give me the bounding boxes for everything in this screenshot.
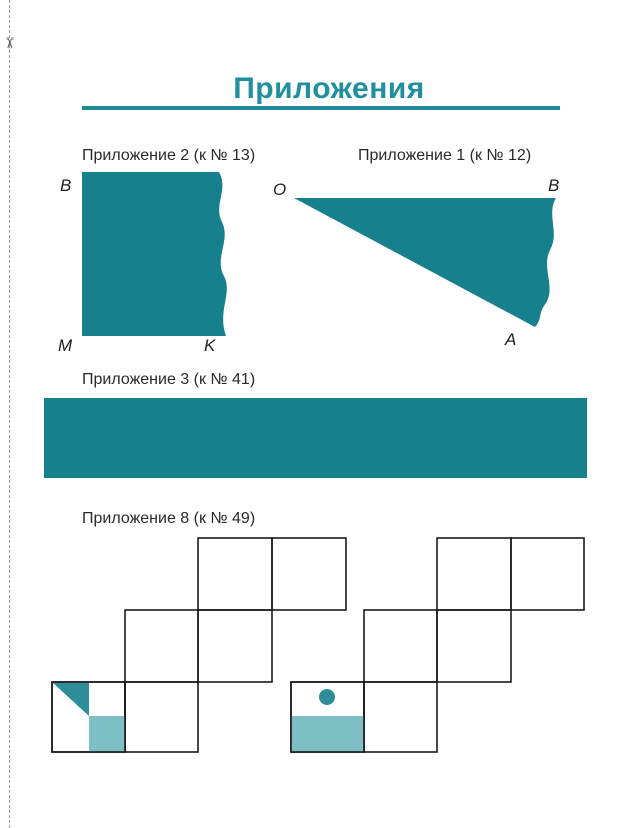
- appendix-2-caption: Приложение 2 (к № 13): [82, 147, 256, 164]
- appendix-1-caption: Приложение 1 (к № 12): [358, 147, 532, 164]
- point-m-label: M: [58, 336, 73, 355]
- appendix-1-triangle: [294, 198, 556, 327]
- appendix-8-caption: Приложение 8 (к № 49): [82, 510, 256, 527]
- point-b-label: B: [60, 176, 72, 195]
- net-left-triangle-mark: [53, 683, 89, 716]
- net-left-square-mark: [89, 716, 125, 752]
- point-b2-label: B: [548, 176, 560, 195]
- appendix-3-caption: Приложение 3 (к № 41): [82, 371, 256, 388]
- scissors-icon: ✂: [0, 36, 19, 50]
- appendix-3-strip: [44, 398, 587, 478]
- appendix-2-rectangle: [82, 172, 227, 336]
- point-a-label: A: [505, 330, 517, 349]
- point-k-label: K: [204, 336, 216, 355]
- net-right-dot-mark: [319, 689, 335, 705]
- point-o-label: O: [273, 180, 287, 199]
- page-title: Приложения: [233, 72, 425, 105]
- net-right-half-mark: [291, 716, 364, 752]
